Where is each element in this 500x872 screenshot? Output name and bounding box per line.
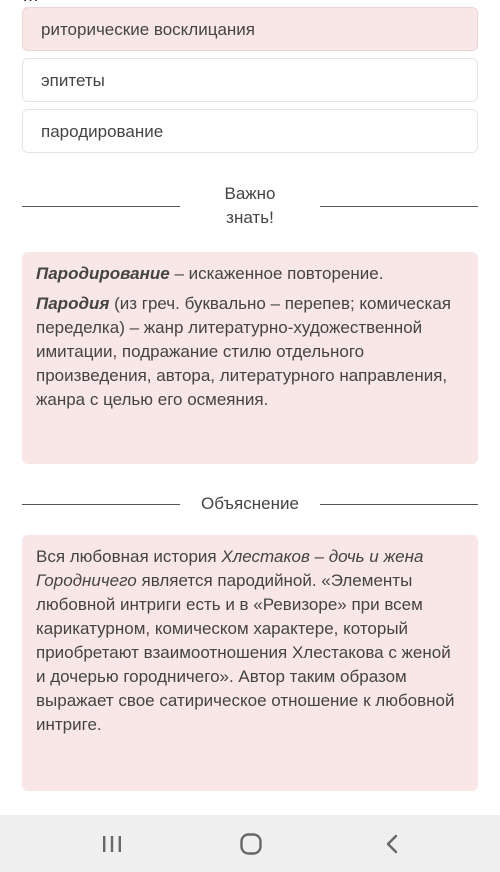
explanation-text-start: Вся любовная история <box>36 547 222 566</box>
important-heading <box>190 182 310 230</box>
back-button[interactable] <box>372 829 412 859</box>
definition-parody-text: (из греч. буквально – перепев; комическая переделка) – жанр литературно-художественной имитации, подражание стилю отдельного произведения, автора, литературного направления, жанра с целью его осмеяния. <box>36 294 451 409</box>
term-parody: Пародия <box>36 294 110 313</box>
question-title-cut <box>22 0 482 6</box>
home-button[interactable] <box>231 829 271 859</box>
divider-right <box>320 206 478 207</box>
recent-apps-button[interactable] <box>92 829 132 859</box>
definition-parodying-text: – искаженное повторение. <box>169 264 384 283</box>
definition-parodying <box>36 262 464 286</box>
explanation-text-italic: Хлестаков – дочь и жена Городничего <box>36 547 424 590</box>
term-parodying: Пародирование <box>36 264 170 283</box>
explanation-divider-left <box>22 504 180 505</box>
explanation-heading: Объяснение <box>201 494 299 513</box>
back-icon <box>384 834 400 854</box>
option-epithets[interactable]: эпитеты <box>22 58 478 102</box>
explanation-text <box>36 545 464 737</box>
important-heading-line2: знать! <box>226 208 274 227</box>
home-icon <box>239 832 263 856</box>
explanation-text-end: является пародийной. «Элементы любовной интриги есть и в «Ревизоре» при всем карикатурном, комическом характере, который приобретают взаимоотношения Хлестакова с женой и дочерью городничего». Автор таким образом выражает свое сатирическое отношение к любовной интриге. <box>36 571 455 734</box>
explanation-divider-right <box>320 504 478 505</box>
divider-left <box>22 206 180 207</box>
option-parody[interactable]: пародирование <box>22 109 478 153</box>
explanation-card <box>22 535 478 791</box>
important-heading-line1: Важно <box>224 184 276 203</box>
important-card <box>22 252 478 464</box>
system-navigation-bar <box>0 815 500 872</box>
option-rhetorical-exclamations[interactable]: риторические восклицания <box>22 7 478 51</box>
definition-parody <box>36 292 464 412</box>
recent-apps-icon <box>101 835 123 853</box>
